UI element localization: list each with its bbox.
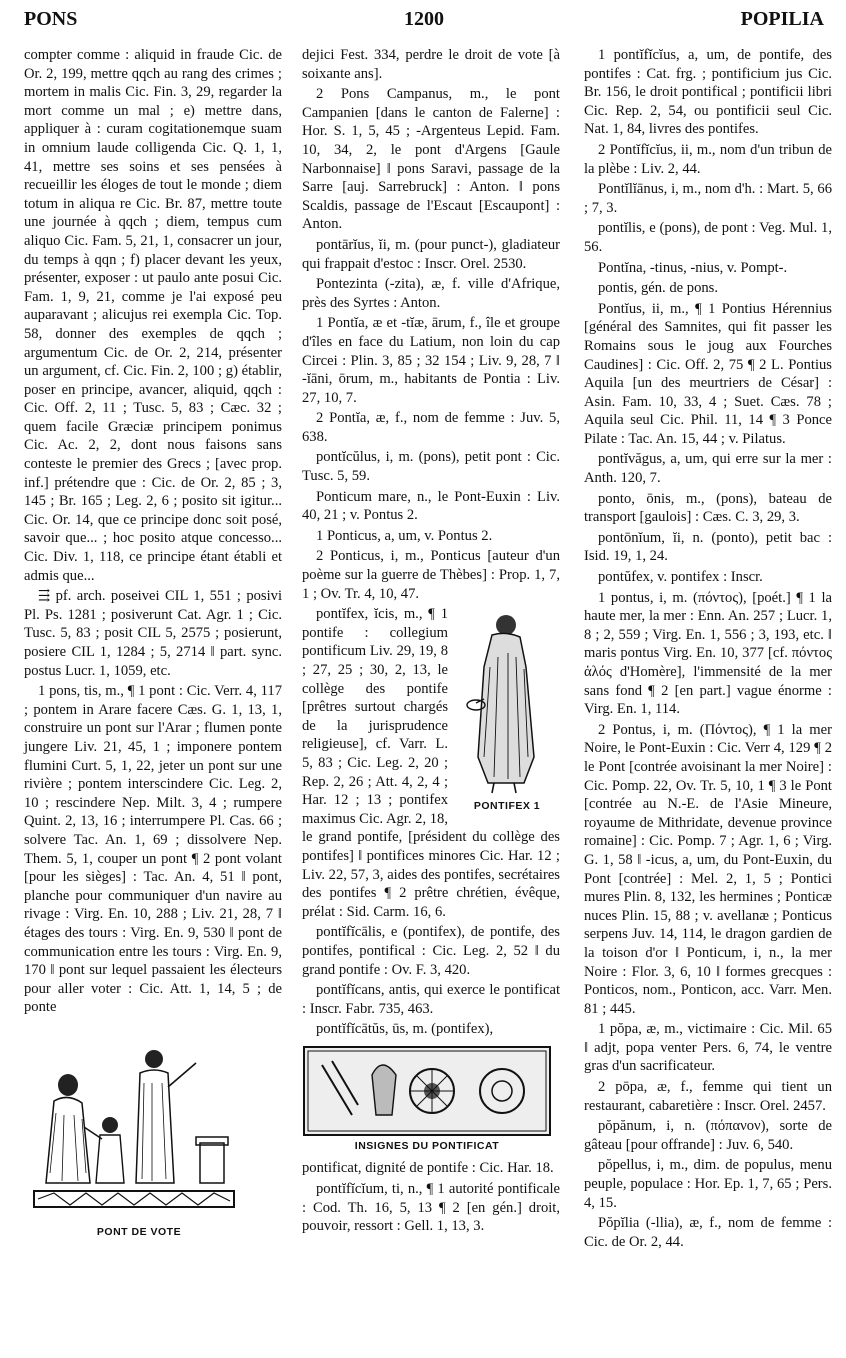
page-header (24, 8, 824, 38)
entry-text: 1 pŏpa, æ, m., victimaire : Cic. Mil. 65 ‖ adjt, popa venter Pers. 6, 74, le ventre gras d'un sacrificateur. (584, 1021, 832, 1075)
entry-text: pŏpellus, i, m., dim. de populus, menu peuple, populace : Hor. Ep. 1, 7, 65 ; Pers. 4, 15. (584, 1157, 832, 1211)
entry-text: 1 Pontĭa, æ et -tĭæ, ārum, f., île et groupe d'îles en face du Latium, non loin du cap Circei : Plin. 3, 85 ; 32 154 ; Liv. 9, 28, 7 ‖ -ĭāni, ōrum, m., habitants de Pontia : Liv. 27, 10, 7. (302, 315, 560, 406)
entry-text: pontĭvăgus, a, um, qui erre sur la mer : Anth. 120, 7. (584, 451, 832, 487)
entry-text: pontĭfex, ĭcis, m., ¶ 1 pontife : collegium pontificum Liv. 29, 19, 8 ; 27, 25 ; 30, 2, 13, le collège des pontife [prêtres surtout chargés de la jurisprudence religieuse], cf. Varr. L. 5, 83 ; Cic. Leg. 2, 20 ; Rep. 2, 26 ; Att. 4, 2, 4 ; Har. 12 ; 13 ; pontifex maximus Cic. Agr. 2, 18, le grand pontife, [président du collège des pontifes] ‖ pontifices minores Cic. Har. 12 ; Liv. 22, 57, 3, aides des pontifes, secrétaires des pontifes ¶ 2 prêtre chrétien, évêque, prélat : Sid. Carm. 16, 6. (302, 606, 560, 920)
entry-text: Pontĭna, -tinus, -nius, v. Pompt-. (598, 259, 788, 276)
entry-text: 1 pons, tis, m., ¶ 1 pont : Cic. Verr. 4, 117 ; pontem in Arare facere Cæs. G. 1, 13, 1, construire un pont sur l'Arar ; flumen ponte jungere Liv. 21, 45, 1 ; imponere pontem flumini Curt. 5, 1, 22, jeter un pont sur une rivière ; pontem interscindere Cic. Leg. 2, 10 ; rescindere Nep. Milt. 3, 4 ; rumpere Quint. 2, 13, 16 ; interrumpere Pl. Cas. 66 ; solvere Tac. An. 1, 69 ; dissolvere Nep. Them. 5, 1, couper un pont ¶ 2 pont volant [pour les sièges] : Tac. An. 4, 51 ‖ pont, planche pour communiquer d'un navire au rivage : Virg. En. 10, 288 ; Liv. 21, 28, 7 ‖ étages des tours : Virg. En. 9, 530 ‖ pont de communication entre les tours : Virg. En. 9, 170 ‖ pont sur lequel passaient les électeurs pour aller voter : Cic. Att. 1, 14, 5 ; de ponte (24, 683, 282, 1016)
pontifical-insignia-figure (302, 1045, 560, 1156)
entry-text: pontĭfĭcans, antis, qui exerce le pontificat : Inscr. Fabr. 735, 463. (302, 982, 560, 1017)
voting-bridge-illustration (24, 1023, 254, 1223)
figure-caption: INSIGNES DU PONTIFICAT (354, 1139, 500, 1152)
figure-caption: PONT DE VOTE (96, 1225, 182, 1238)
entry-text: pontĭlis, e (pons), de pont : Veg. Mul. 1, 56. (584, 220, 832, 255)
entry-text: pontĭfĭcātŭs, ūs, m. (pontifex), (316, 1021, 494, 1038)
entry-text: 2 Ponticus, i, m., Ponticus [auteur d'un poème sur la guerre de Thèbes] : Prop. 1, 7, 1 ; Ov. Tr. 4, 10, 47. (302, 548, 560, 602)
entry-text: Pontĭlĭānus, i, m., nom d'h. : Mart. 5, 66 ; 7, 3. (584, 181, 832, 216)
pontifex-figure (454, 607, 560, 816)
entry-text: 2 Pontĭfĭcĭus, ii, m., nom d'un tribun de la plèbe : Liv. 2, 44. (584, 141, 832, 177)
entry-text: pontārĭus, ĭi, m. (pour punct-), gladiateur qui frappait d'estoc : Inscr. Orel. 2530. (302, 236, 560, 272)
entry-text: pontŭfex, v. pontifex : Inscr. (598, 569, 763, 586)
entry-text: 1 Ponticus, a, um, v. Pontus 2. (316, 527, 493, 544)
entry-text: 2 Pontus, i, m. (Πόντος), ¶ 1 la mer Noire, le Pont-Euxin : Cic. Verr 4, 129 ¶ 2 le Pont [contrée avoisinant la mer Noire] : Cic. Pomp. 22, Ov. Tr. 5, 10, 1 ¶ 3 le Pont [contrée au N.-E. de l'Asie Mineure, royaume de Mithridate, devenue province romaine] : Cic. Pomp. 7 ; Agr. 1, 6 ; Virg. G. 1, 58 ‖ -icus, a, um, du Pont-Euxin, du Pont [contrée] : Mel. 2, 1, 5 ; Pontici mures Plin. 8, 132, les hermines ; Ponticæ nuces Plin. 15, 88 ; v. avellanæ ; Ponticus serpens Juv. 14, 114, le dragon gardien de la toison d'or ‖ Ponticum, i, n., la mer Noire : Flor. 3, 6, 10 ‖ formes grecques : Ponticos, nom., Ponticon, acc. Varr. Men. 81 ; 445. (584, 721, 832, 1017)
entry-text: pŏpănum, i, n. (πόπανον), sorte de gâteau [pour offrande] : Juv. 6, 540. (584, 1118, 832, 1153)
entry-text: Ponticum mare, n., le Pont-Euxin : Liv. 40, 21 ; v. Pontus 2. (302, 488, 560, 524)
voting-bridge-figure (24, 1023, 282, 1242)
entry-text: 2 Pons Campanus, m., le pont Campanien [dans le canton de Falerne] : Hor. S. 1, 5, 45 ; -Argenteus Lepid. Fam. 10, 34, 2, le pont d'Argens [Gaule Narbonnaise] ‖ pons Saravi, passage de la Sarre [auj. Sarrebruck] : Anton. ‖ pons Scaldis, passage de l'Escaut [Escaupont] : Anton. (302, 86, 560, 233)
dictionary-columns (24, 46, 832, 1346)
column-3 (584, 46, 832, 1253)
entry-text: Pontezinta (-zita), æ, f. ville d'Afrique, près des Syrtes : Anton. (302, 276, 560, 311)
entry-text: Pŏpĭlia (-llia), æ, f., nom de femme : Cic. de Or. 2, 44. (584, 1215, 832, 1250)
entry-text: pontis, gén. de pons. (598, 280, 718, 297)
page-number: 1200 (404, 8, 444, 30)
header-right-word: POPILIA (740, 8, 824, 30)
entry-text: ponto, ōnis, m., (pons), bateau de transport [gaulois] : Cæs. C. 3, 29, 3. (584, 490, 832, 526)
pontifex-statue-illustration (454, 607, 554, 797)
entry-text: pontificat, dignité de pontife : Cic. Har. 18. (302, 1160, 554, 1177)
pontifical-insignia-relief (302, 1045, 552, 1137)
entry-text: pontĭfĭcĭum, ti, n., ¶ 1 autorité pontificale : Cod. Th. 16, 5, 13 ¶ 2 [en gén.] droit, pouvoir, ressort : Gell. 1, 13, 3. (302, 1181, 560, 1235)
entry-text: 1 pontus, i, m. (πόντος), [poét.] ¶ 1 la haute mer, la mer : Enn. An. 257 ; Lucr. 1, 8 ; 2, 559 ; Virg. En. 1, 556 ; 3, 193, etc. ‖ maris pontus Virg. En. 10, 377 [cf. πόντος ἁλός d'Homère], l'immensité de la mer sans fond ¶ 2 [en part.] vague énorme : Virg. En. 1, 114. (584, 589, 832, 718)
entry-text: dejici Fest. 334, perdre le droit de vote [à soixante ans]. (302, 47, 560, 82)
entry-text: 2 Pontĭa, æ, f., nom de femme : Juv. 5, 638. (302, 410, 560, 445)
header-left-word: PONS (24, 8, 78, 30)
entry-text: compter comme : aliquid in fraude Cic. de Or. 2, 199, mettre qqch au rang des crimes ; mortem in malis Cic. Fin. 3, 29, regarder la mort comme un mal ; e) mettre dans, appliquer à : curam cogitationemque suam in omnium laude colligenda Cic. Q. 1, 1, 41, mettre ses soins et ses pensées à recueillir les éloges de tout le monde ; diem totum in aliqua re Cic. Br. 87, mettre toute une journée à qqch ; diem, tempus cum aliquo Cic. Fam. 5, 21, 1, consacrer un jour, du temps à qqn ; f) placer devant les yeux, présenter, exposer : ut paulo ante posui Cic. Fam. 1, 9, 21, comme je l'ai exposé peu auparavant ; alicujus rei exempla Cic. Top. 58, donner des exemples de qqch ; argumentum Cic. de Or. 2, 214, présenter un argument, cf. Cic. Fin. 2, 100 ; g) établir, poser en principe, avancer, aliquid, qqch : Cic. Off. 2, 11 ; Tusc. 5, 83 ; Cæc. 32 ; quem facile Græciæ principem ponimus Cic. Ac. 2, 2, dont nous faisons sans conteste le premier des Grecs ; [avec prop. inf.] prétendre que : Cic. de Or. 2, 85 ; 3, 145 ; Br. 165 ; Leg. 2, 6 ; posito sit igitur... Cic. Or. 14, que ce principe donc soit posé, savoir que... ; hoc posito atque concesso... Cic. Div. 1, 118, ce principe étant établi et admis que... (24, 47, 282, 584)
entry-text: pontĭfĭcālis, e (pontifex), de pontife, des pontifes, pontifical : Cic. Leg. 2, 52 ‖ du grand pontife : Ov. F. 3, 420. (302, 924, 560, 978)
column-2 (302, 46, 560, 1238)
column-1 (24, 46, 282, 1241)
entry-text: 2 pōpa, æ, f., femme qui tient un restaurant, cabaretière : Inscr. Orel. 2457. (584, 1079, 832, 1114)
entry-text: ⇶ pf. arch. poseivei CIL 1, 551 ; posivi Pl. Ps. 1281 ; posiverunt Cat. Agr. 1 ; Cic. Tusc. 5, 83 ; posit CIL 5, 2575 ; posierunt, posiere CIL 1, 1284 ; 5, 2714 ‖ part. sync. postus Lucr. 1, 1059, etc. (24, 588, 282, 679)
figure-caption: PONTIFEX 1 (473, 800, 541, 813)
entry-text: 1 pontĭfĭcĭus, a, um, de pontife, des pontifes : Cat. frg. ; pontificium jus Cic. Br. 156, le droit pontifical ; pontificii libri Cic. Rep. 2, 54, ou pontificii seul Cic. Nat. 1, 84, livres des pontifes. (584, 47, 832, 138)
entry-text: Pontĭus, ii, m., ¶ 1 Pontius Hérennius [général des Samnites, qui fit passer les Romains sous le joug aux Fourches Caudines] : Cic. Off. 2, 75 ¶ 2 L. Pontius Aquila [un des meurtriers de César] : Asin. Fam. 10, 33, 4 ; Suet. Cæs. 78 ; Aquila seul Cic. Phil. 11, 14 ¶ 3 Ponce Pilate : Tac. An. 15, 44 ; v. Pilatus. (584, 300, 832, 447)
entry-text: pontōnĭum, ĭi, n. (ponto), petit bac : Isid. 19, 1, 24. (584, 529, 832, 565)
entry-text: pontĭcŭlus, i, m. (pons), petit pont : Cic. Tusc. 5, 59. (302, 449, 560, 485)
